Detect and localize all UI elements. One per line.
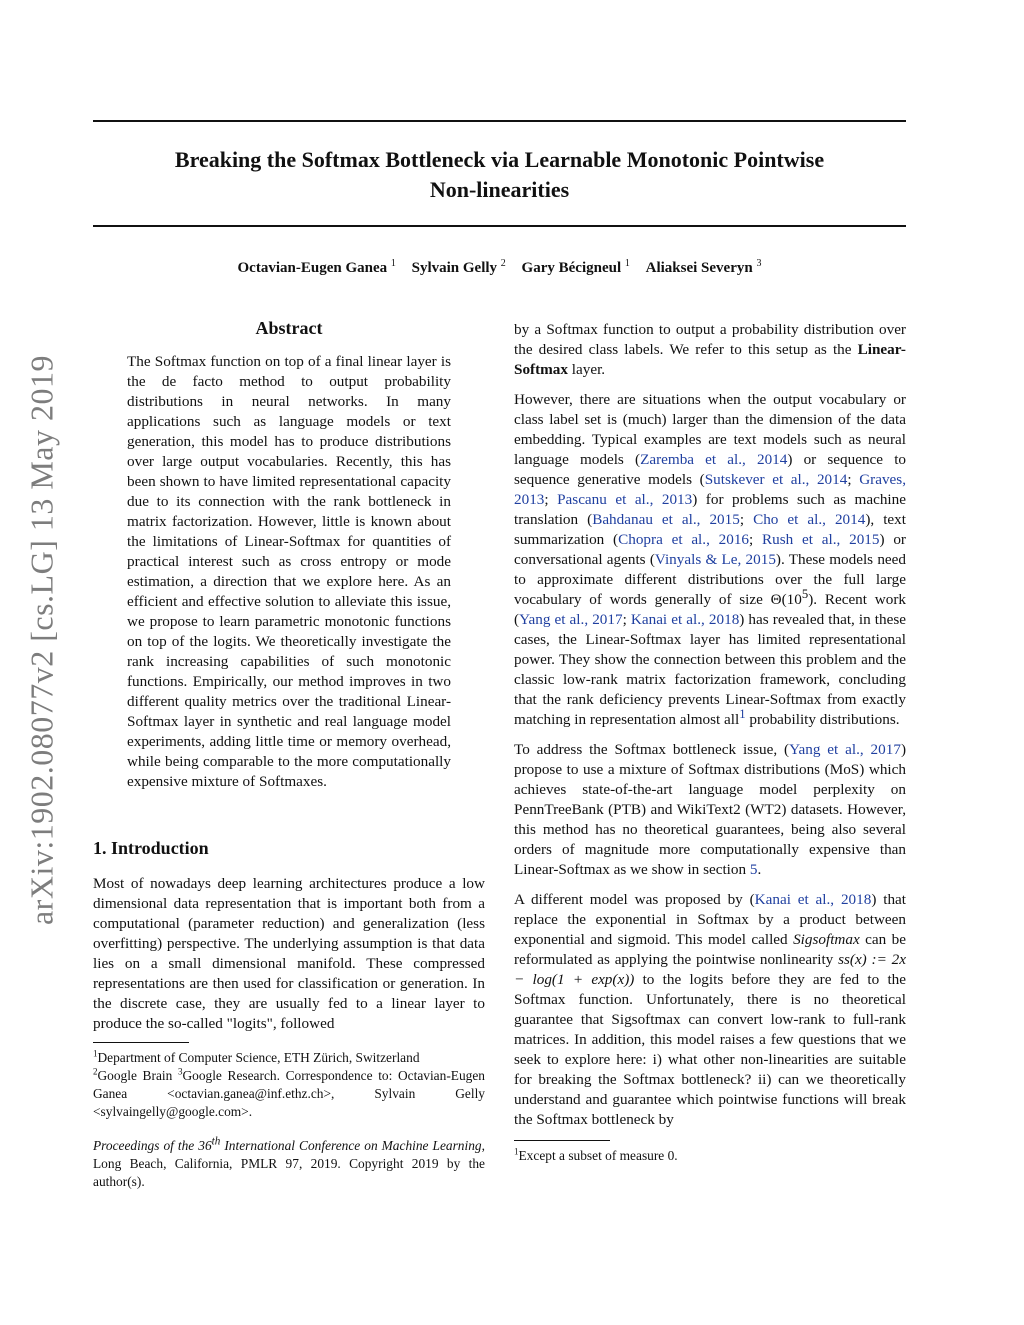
citation-link[interactable]: Graves, 2013	[514, 471, 906, 508]
title-bottom-rule	[93, 225, 906, 227]
citation-link[interactable]: Pascanu et al., 2013	[557, 491, 693, 508]
paper-title: Breaking the Softmax Bottleneck via Learnable Monotonic Pointwise Non-linearities	[174, 147, 825, 202]
author: Aliaksei Severyn $^3$	[645, 258, 762, 276]
affiliations-footnote: $^1$Department of Computer Science, ETH Zürich, Switzerland $^2$Google Brain $^3$Google Research. Correspondence to: Octavian-Eugen Ganea <octavian.ganea@inf.ethz.ch>, Sylvain Gelly <sylvaingelly@google.com>.	[93, 1048, 485, 1119]
section-ref-link[interactable]: 5	[749, 861, 758, 878]
arxiv-stamp: arXiv:1902.08077v2 [cs.LG] 13 May 2019	[23, 354, 60, 926]
proceedings-note: Proceedings of the 36th International Conference on Machine Learning, Long Beach, California, PMLR 97, 2019. Copyright 2019 by the author(s).	[93, 1135, 485, 1189]
citation-link[interactable]: Bahdanau et al., 2015	[592, 511, 740, 528]
intro-paragraph: Most of nowadays deep learning architectures produce a low dimensional data representation that is important both from a computational (parameter reduction) and generalization (less overfitting) perspective. The underlying assumption is that data lies on a small dimensional manifold. These compressed representations are then used for classification or generation. In the discrete case, they are usually fed to a linear layer to produce the so-called "logits", followed	[93, 875, 485, 1032]
footnote-rule	[93, 1042, 189, 1043]
author: Gary Bécigneul $^1$	[521, 258, 630, 276]
author: Sylvain Gelly $^2$	[411, 258, 506, 276]
citation-link[interactable]: Zaremba et al., 2014	[640, 451, 788, 468]
citation-link[interactable]: Cho et al., 2014	[753, 511, 866, 528]
citation-link[interactable]: Chopra et al., 2016	[618, 531, 750, 548]
citation-link[interactable]: Vinyals & Le, 2015	[654, 551, 776, 568]
paragraph: However, there are situations when the output vocabulary or class label set is (much) larger than the dimension of the data embedding. Typical examples are text models such as neural language models (Zaremba et al., 2014) or sequence to sequence generative models (Sutskever et al., 2014; Graves, 2013; Pascanu et al., 2013) for problems such as machine translation (Bahdanau et al., 2015; Cho et al., 2014), text summarization (Chopra et al., 2016; Rush et al., 2015) or conversational agents (Vinyals & Le, 2015). These models need to approximate different distributions over the full large vocabulary of words generally of size $\Theta(10^5)$. Recent work (Yang et al., 2017; Kanai et al., 2018) has revealed that, in these cases, the Linear-Softmax layer has limited representational power. They show the connection between this problem and the classic low-rank matrix factorization framework, concluding that the rank deficiency prevents Linear-Softmax from exactly matching in representation almost all$^1$ probability distributions.	[514, 391, 907, 728]
paragraph: by a Softmax function to output a probability distribution over the desired class labels. We refer to this setup as the Linear-Softmax layer.	[514, 321, 906, 378]
footnote-marker[interactable]: 1	[739, 706, 746, 721]
citation-link[interactable]: Yang et al., 2017	[519, 611, 623, 628]
footnote-rule	[514, 1140, 610, 1141]
paragraph: A different model was proposed by (Kanai et al., 2018) that replace the exponential in Softmax by a product between exponential and sigmoid. This model called Sigsoftmax can be reformulated as applying the pointwise nonlinearity ss(x) := 2x − log(1 + exp(x)) to the logits before they are fed to the Softmax function. Unfortunately, there is no theoretical guarantee that Sigsoftmax can convert low-rank to full-rank matrices. In addition, this model raises a few questions that we seek to explore here: i) what other non-linearities are suitable for breaking the Softmax bottleneck? ii) can we theoretically understand and guarantee which pointwise functions will break the Softmax bottleneck by	[514, 891, 907, 1128]
left-column	[93, 318, 485, 1191]
citation-link[interactable]: Kanai et al., 2018	[754, 891, 872, 908]
abstract-heading: Abstract	[255, 318, 323, 338]
title-top-rule	[93, 120, 906, 122]
abstract-text: The Softmax function on top of a final linear layer is the de facto method to output probability distributions in neural networks. In many applications such as language models or text generation, this model has to produce distributions over large output vocabularies. Recently, this has been shown to have limited representational capacity due to its connection with the rank bottleneck in matrix factorization. However, little is known about the limitations of Linear-Softmax for quantities of practical interest such as cross entropy or mode estimation, a direction that we explore here. As an efficient and effective solution to alleviate this issue, we propose to learn parametric monotonic functions on top of the logits. We theoretically investigate the rank increasing capabilities of such monotonic functions. Empirically, our method improves in two different quality metrics over the traditional Linear-Softmax layer in synthetic and real language model experiments, adding little time or memory overhead, while being comparable to the more computationally expensive mixture of Softmaxes.	[127, 353, 451, 790]
author-list	[93, 260, 906, 277]
right-column	[514, 320, 906, 1165]
paragraph: To address the Softmax bottleneck issue, (Yang et al., 2017) propose to use a mixture of Softmax distributions (MoS) which achieves state-of-the-art language model perplexity on PennTreeBank (PTB) and WikiText2 (WT2) datasets. However, this method has no theoretical guarantees, being also several orders of magnitude more computationally expensive than Linear-Softmax as we show in section 5.	[514, 741, 906, 878]
citation-link[interactable]: Sutskever et al., 2014	[704, 471, 848, 488]
section-heading: 1. Introduction	[93, 838, 209, 858]
citation-link[interactable]: Yang et al., 2017	[789, 741, 901, 758]
footnote: $^1$Except a subset of measure 0.	[514, 1146, 678, 1163]
citation-link[interactable]: Kanai et al., 2018	[630, 611, 740, 628]
author: Octavian-Eugen Ganea $^1$	[237, 258, 396, 276]
citation-link[interactable]: Rush et al., 2015	[762, 531, 880, 548]
math-expression: ss(x) := 2x − log(1 + exp(x))	[514, 951, 906, 988]
